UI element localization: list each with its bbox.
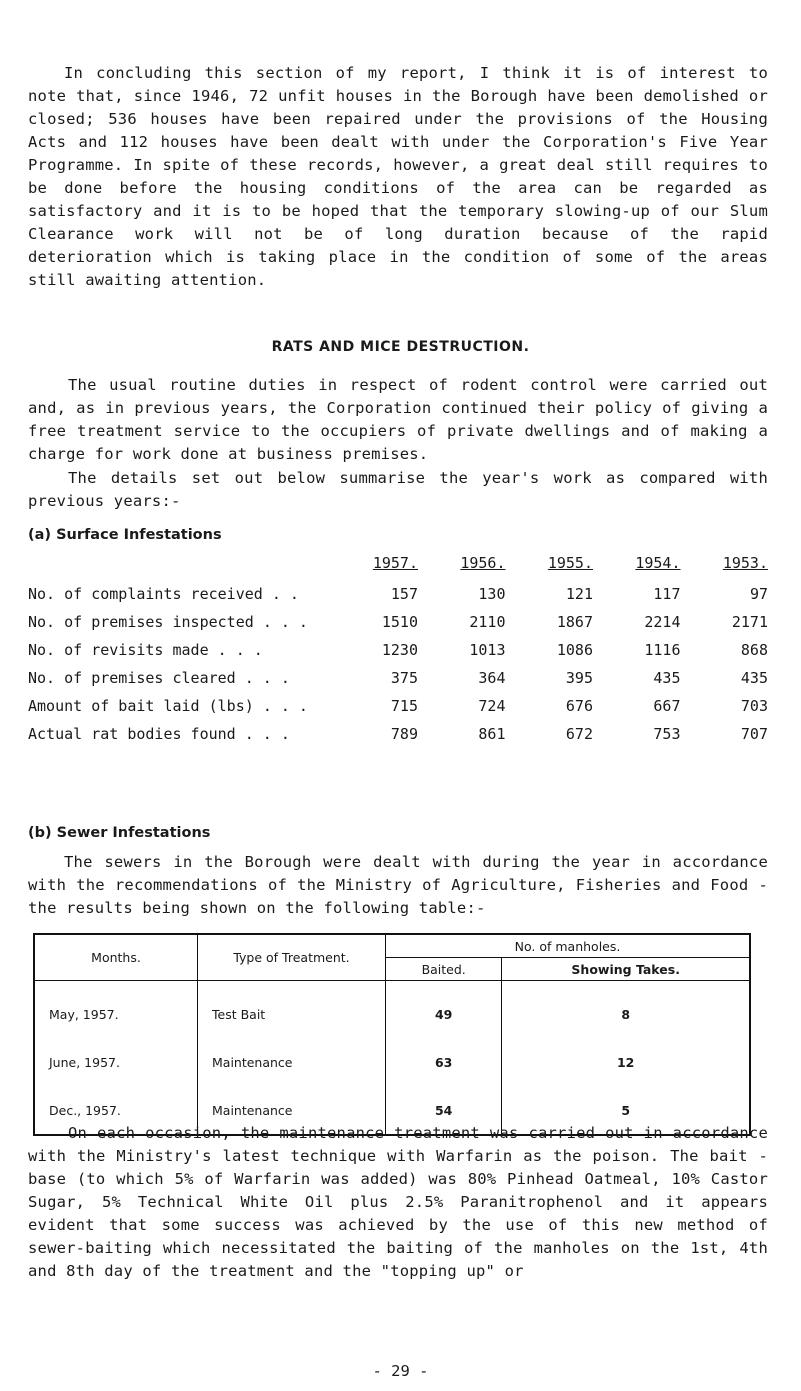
takes-cell: 12 — [502, 1038, 750, 1086]
row-label-text: No. of revisits made — [28, 641, 209, 659]
table-cell: 667 — [653, 697, 681, 715]
details-paragraph: The details set out below summarise the year's work as compared with previous years:- — [28, 469, 768, 510]
sewer-table-header-row — [34, 934, 750, 958]
year-header: 1953. — [722, 554, 768, 572]
year-header: 1957. — [372, 554, 418, 572]
month-cell: Dec., 1957. — [34, 1086, 198, 1135]
takes-header: Showing Takes. — [502, 958, 750, 981]
sewer-infestations-heading: (b) Sewer Infestations — [28, 825, 211, 841]
intro-paragraph: In concluding this section of my report, I think it is of interest to note that, since 1946, 72 unfit houses in the Borough have been demolished or closed; 536 houses have been repaired under the provisions of the Housing Acts and 112 houses have been dealt with under the Corporation's Five Year Programme. In spite of these records, however, a great deal still requires to be done before the housing conditions of the area can be regarded as satisfactory and it is to be hoped that the temporary slowing-up of our Slum Clearance work will not be of long duration because of the rapid deterioration which is taking place in the condition of some of the areas still awaiting attention. — [28, 64, 768, 289]
leader-dots: . . . — [244, 669, 290, 687]
sewer-treatment-table — [33, 933, 751, 1136]
table-row — [28, 692, 768, 720]
table-cell: 861 — [478, 725, 506, 743]
table-cell: 435 — [740, 669, 768, 687]
leader-dots: . . . — [217, 641, 263, 659]
table-cell: 1013 — [469, 641, 506, 659]
baited-cell: 63 — [386, 1038, 502, 1086]
table-cell: 1086 — [556, 641, 593, 659]
surface-table-corner — [28, 552, 358, 580]
table-cell: 1116 — [644, 641, 681, 659]
surface-table-header-row — [28, 552, 768, 580]
surface-infestations-heading: (a) Surface Infestations — [28, 527, 222, 543]
leader-dots: . . . — [244, 725, 290, 743]
table-row — [28, 636, 768, 664]
treatment-cell: Maintenance — [198, 1086, 386, 1135]
year-header: 1955. — [547, 554, 593, 572]
table-cell: 435 — [653, 669, 681, 687]
treatment-cell: Maintenance — [198, 1038, 386, 1086]
table-cell: 130 — [478, 585, 506, 603]
table-cell: 2214 — [644, 613, 681, 631]
row-label-text: No. of premises inspected — [28, 613, 254, 631]
table-cell: 868 — [740, 641, 768, 659]
takes-cell: 8 — [502, 981, 750, 1039]
baited-cell: 54 — [386, 1086, 502, 1135]
surface-infestations-table — [28, 552, 768, 748]
table-cell: 724 — [478, 697, 506, 715]
row-label — [28, 692, 358, 720]
takes-cell: 5 — [502, 1086, 750, 1135]
row-label-text: Amount of bait laid (lbs) — [28, 697, 254, 715]
year-header: 1956. — [460, 554, 506, 572]
table-cell: 121 — [565, 585, 593, 603]
month-cell: June, 1957. — [34, 1038, 198, 1086]
table-cell: 157 — [390, 585, 418, 603]
table-cell: 789 — [390, 725, 418, 743]
table-cell: 672 — [565, 725, 593, 743]
table-cell: 676 — [565, 697, 593, 715]
table-cell: 97 — [749, 585, 768, 603]
table-row — [28, 664, 768, 692]
table-cell: 395 — [565, 669, 593, 687]
month-cell: May, 1957. — [34, 981, 198, 1039]
row-label-text: No. of premises cleared — [28, 669, 236, 687]
row-label-text: No. of complaints received — [28, 585, 263, 603]
leader-dots: . . . — [262, 697, 308, 715]
table-cell: 1230 — [381, 641, 418, 659]
table-cell: 375 — [390, 669, 418, 687]
row-label — [28, 580, 358, 608]
table-cell: 2171 — [731, 613, 768, 631]
table-cell: 707 — [740, 725, 768, 743]
table-cell: 364 — [478, 669, 506, 687]
treatment-paragraph: On each occasion, the maintenance treatment was carried out in accordance with the Ministry's latest technique with Warfarin as the poison. The bait - base (to which 5% of Warfarin was added) was 80% Pinhead Oatmeal, 10% Castor Sugar, 5% Technical White Oil plus 2.5% Paranitrophenol and it appears evident that some success was achieved by the use of this new method of sewer-baiting which necessitated the baiting of the manholes on the 1st, 4th and 8th day of the treatment and the "topping up" or — [28, 1124, 768, 1280]
table-row — [34, 1038, 750, 1086]
baited-cell: 49 — [386, 981, 502, 1039]
table-cell: 2110 — [469, 613, 506, 631]
leader-dots: . . — [271, 585, 299, 603]
table-cell: 753 — [653, 725, 681, 743]
manholes-header: No. of manholes. — [386, 934, 751, 958]
table-cell: 703 — [740, 697, 768, 715]
table-row — [28, 580, 768, 608]
sewer-intro-paragraph: The sewers in the Borough were dealt with during the year in accordance with the recommendations of the Ministry of Agriculture, Fisheries and Food - the results being shown on the following table:- — [28, 853, 768, 917]
table-cell: 117 — [653, 585, 681, 603]
treatment-cell: Test Bait — [198, 981, 386, 1039]
row-label — [28, 636, 358, 664]
table-cell: 1867 — [556, 613, 593, 631]
table-row — [34, 981, 750, 1039]
row-label — [28, 720, 358, 748]
row-label-text: Actual rat bodies found — [28, 725, 236, 743]
leader-dots: . . . — [262, 613, 308, 631]
treatment-header: Type of Treatment. — [198, 934, 386, 981]
year-header: 1954. — [635, 554, 681, 572]
row-label — [28, 664, 358, 692]
table-cell: 1510 — [381, 613, 418, 631]
table-row — [28, 720, 768, 748]
row-label — [28, 608, 358, 636]
table-row — [28, 608, 768, 636]
page-number: - 29 - — [372, 1362, 429, 1380]
rats-intro-paragraph: The usual routine duties in respect of rodent control were carried out and, as in previous years, the Corporation continued their policy of giving a free treatment service to the occupiers of private dwellings and of making a charge for work done at business premises. — [28, 376, 768, 463]
baited-header: Baited. — [386, 958, 502, 981]
table-cell: 715 — [390, 697, 418, 715]
section-heading-rats-and-mice: RATS AND MICE DESTRUCTION. — [271, 339, 530, 355]
months-header: Months. — [34, 934, 198, 981]
